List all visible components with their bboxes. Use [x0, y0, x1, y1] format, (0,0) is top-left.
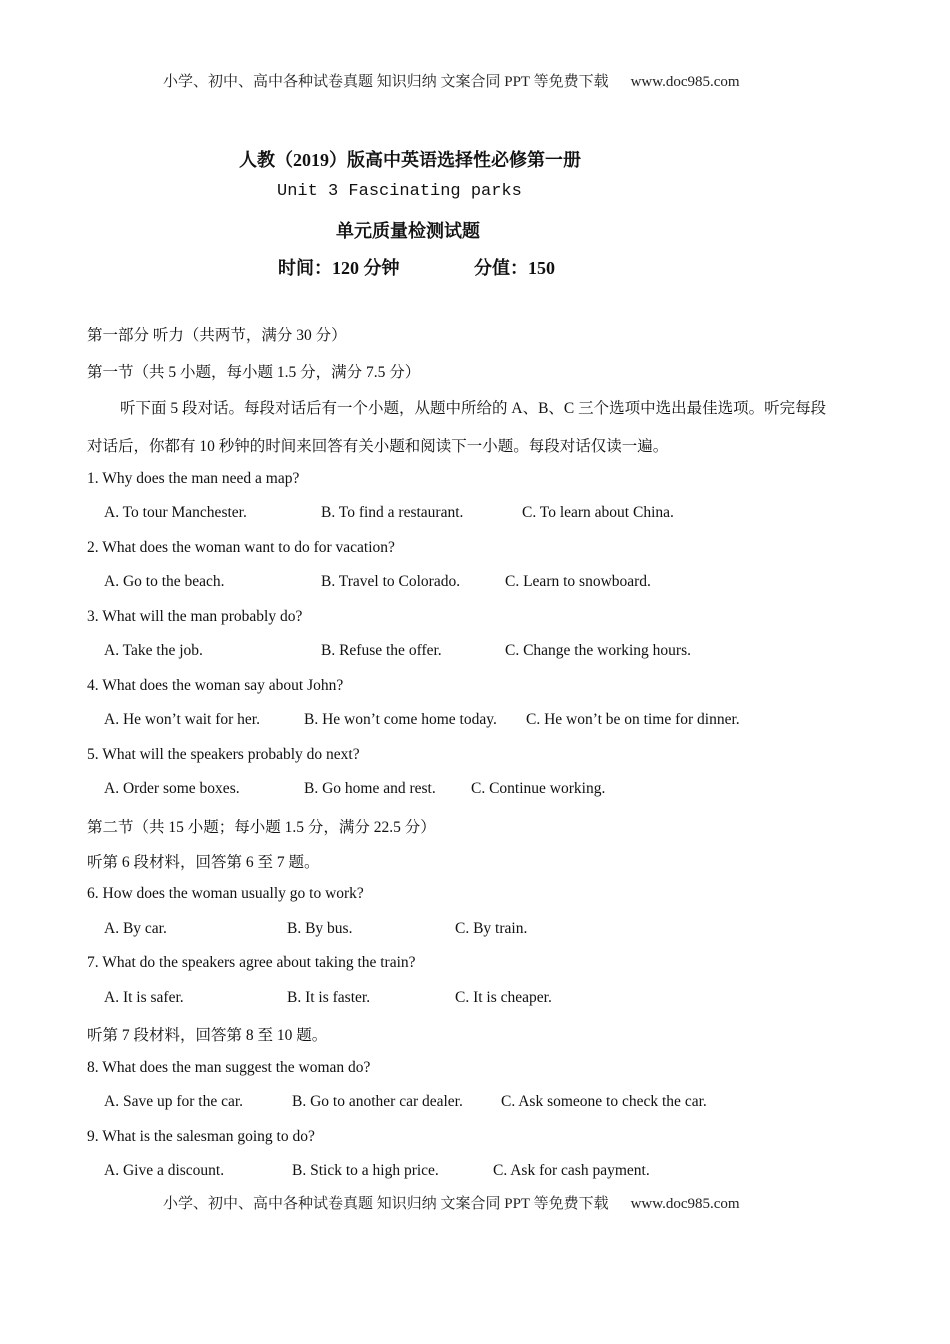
- q5-option-c: C. Continue working.: [471, 780, 606, 797]
- q4-option-b: B. He won’t come home today.: [304, 711, 497, 728]
- q3-option-c: C. Change the working hours.: [505, 642, 691, 659]
- page-header: [163, 70, 740, 91]
- q5-option-a: A. Order some boxes.: [104, 780, 240, 797]
- q2-option-c: C. Learn to snowboard.: [505, 573, 651, 590]
- q8-option-c: C. Ask someone to check the car.: [501, 1093, 707, 1110]
- doc-subtitle: 单元质量检测试题: [336, 221, 480, 241]
- q6-option-b: B. By bus.: [287, 920, 353, 937]
- exam-time: 时间：120 分钟: [278, 258, 400, 278]
- question-7: 7. What do the speakers agree about taking the train?: [87, 954, 416, 971]
- q6-option-c: C. By train.: [455, 920, 528, 937]
- q4-option-a: A. He won’t wait for her.: [104, 711, 260, 728]
- q7-option-a: A. It is safer.: [104, 989, 184, 1006]
- q9-option-a: A. Give a discount.: [104, 1162, 225, 1179]
- instructions-line1: 听下面 5 段对话。每段对话后有一个小题，从题中所给的 A、B、C 三个选项中选出最佳选项。听完每段: [120, 400, 827, 417]
- material-7-instruction: 听第 7 段材料，回答第 8 至 10 题。: [87, 1027, 328, 1044]
- section1-heading: 第一节（共 5 小题，每小题 1.5 分，满分 7.5 分）: [87, 364, 421, 381]
- footer-text: 小学、初中、高中各种试卷真题 知识归纳 文案合同 PPT 等免费下载: [163, 1196, 609, 1212]
- unit-title: Unit 3 Fascinating parks: [277, 182, 522, 201]
- footer-site: www.doc985.com: [630, 1196, 740, 1212]
- q1-option-a: A. To tour Manchester.: [104, 504, 247, 521]
- q2-option-a: A. Go to the beach.: [104, 573, 225, 590]
- q8-option-b: B. Go to another car dealer.: [292, 1093, 463, 1110]
- header-text: 小学、初中、高中各种试卷真题 知识归纳 文案合同 PPT 等免费下载: [163, 74, 609, 90]
- q3-option-b: B. Refuse the offer.: [321, 642, 442, 659]
- q9-option-b: B. Stick to a high price.: [292, 1162, 439, 1179]
- q9-option-c: C. Ask for cash payment.: [493, 1162, 650, 1179]
- q5-option-b: B. Go home and rest.: [304, 780, 436, 797]
- question-2: 2. What does the woman want to do for vacation?: [87, 539, 395, 556]
- section2-heading: 第二节（共 15 小题；每小题 1.5 分，满分 22.5 分）: [87, 819, 436, 836]
- question-8: 8. What does the man suggest the woman do?: [87, 1059, 371, 1076]
- header-site: www.doc985.com: [630, 74, 740, 90]
- q7-option-b: B. It is faster.: [287, 989, 371, 1006]
- q1-option-b: B. To find a restaurant.: [321, 504, 464, 521]
- q2-option-b: B. Travel to Colorado.: [321, 573, 461, 590]
- question-4: 4. What does the woman say about John?: [87, 677, 344, 694]
- page-footer: [163, 1192, 740, 1213]
- q4-option-c: C. He won’t be on time for dinner.: [526, 711, 740, 728]
- q3-option-a: A. Take the job.: [104, 642, 203, 659]
- q7-option-c: C. It is cheaper.: [455, 989, 552, 1006]
- exam-score: 分值：150: [474, 258, 555, 278]
- part1-heading: 第一部分 听力（共两节，满分 30 分）: [87, 327, 347, 344]
- question-3: 3. What will the man probably do?: [87, 608, 303, 625]
- q1-option-c: C. To learn about China.: [522, 504, 674, 521]
- doc-title: 人教（2019）版高中英语选择性必修第一册: [239, 150, 581, 170]
- question-9: 9. What is the salesman going to do?: [87, 1128, 315, 1145]
- question-1: 1. Why does the man need a map?: [87, 470, 300, 487]
- q8-option-a: A. Save up for the car.: [104, 1093, 244, 1110]
- question-5: 5. What will the speakers probably do next?: [87, 746, 360, 763]
- question-6: 6. How does the woman usually go to work?: [87, 885, 364, 902]
- q6-option-a: A. By car.: [104, 920, 167, 937]
- material-6-instruction: 听第 6 段材料，回答第 6 至 7 题。: [87, 854, 320, 871]
- instructions-line2: 对话后，你都有 10 秒钟的时间来回答有关小题和阅读下一小题。每段对话仅读一遍。: [87, 438, 669, 455]
